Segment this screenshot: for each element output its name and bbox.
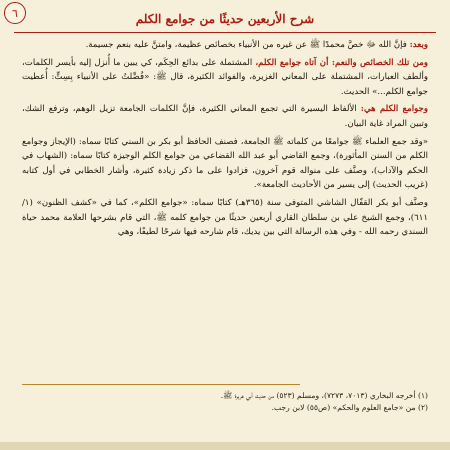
paragraph-text: الألفاظ اليسيرة التي تجمع المعاني الكثيرة، فإنَّ الكلمات الجامعة تزيل الوهم، وترفع الشك، وتبين المراد غاية البيان. [22, 104, 428, 129]
paragraph [22, 135, 428, 193]
paragraph-lead: ومن تلك الخصائص والنعم: أن آتاه جوامع الكلم، [255, 57, 429, 68]
body-text [22, 38, 428, 243]
header-rule [14, 32, 436, 33]
footnotes [22, 390, 428, 414]
running-title: شرح الأربعين حديثًا من جوامع الكلم [135, 12, 315, 26]
page-header [14, 6, 436, 32]
page-bottom-edge [0, 442, 450, 450]
paragraph-text: فإنَّ الله ﷻ خصَّ محمدًا ﷺ عن غيره من الأنبياء بخصائص عظيمة، وامتنَّ عليه بنعم جسيمة. [85, 40, 410, 50]
page-number: ٦ [4, 2, 26, 24]
paragraph [22, 56, 428, 100]
paragraph [22, 196, 428, 240]
paragraph-text: «وقد جمع العلماء ﷺ جوامعًا من كلماته ﷺ الجامعة، فصنف الحافظ أبو بكر بن السني كتابًا سماه: (الإيجاز وجوامع الكلم من السنن المأثورة)، وجمع القاضي أبو عبد الله القضاعي من جوامع الكلم الوجيزة كتابًا سماه: (الشهاب في الحكم والآداب)، وصنَّف على منواله قوم آخرون، فزادوا على ما ذكر زيادة كثيرة، وأشار الخطابي في أول كتابه (غريب الحديث) إلى يسير من الأحاديث الجامعة». [22, 136, 428, 191]
footnote: (٢) من «جامع العلوم والحكم» (ص٥٥) لابن رجب. [271, 403, 428, 412]
paragraph [22, 102, 428, 131]
paragraph-text: وصنَّف أبو بكر القفّال الشاشي المتوفى سنة (٣٦٥هـ) كتابًا سماه: «جوامع الكلم»، كما في «كشف الظنون» (١/ ٦١١)، وجمع الشيخ علي بن سلطان القاري أربعين حديثًا من جوامع كلمه ﷺ، التي قام بشرحها العلامة محمد حياة السندي رحمه الله - وفي هذه الرسالة التي بين يديك، قام شارحه فيها شرحًا لطيفًا، وهي [22, 197, 428, 238]
footnote: (١) أخرجه البخاري (٧٠١٣، ٧٢٧٣)، ومسلم (٥٢٣) من حديث أبي هريرة ﷺ. [220, 391, 428, 400]
paragraph-lead: وجوامع الكلم هي: [360, 104, 428, 115]
paragraph-lead: وبعد: [409, 40, 428, 50]
footnote-separator [22, 384, 300, 385]
paragraph-text: المشتملة على بدائع الحِكَم، كي يبين ما أُنزل إليه بأيسر الكلمات، وألطف العبارات، المشتملة على المعاني الغزيرة، والفوائد الكثيرة، قال ﷺ: «فُضِّلتُ على الأنبياء بِسِتٍّ: أُعطيت جوامع الكلم...» الحديث. [22, 57, 428, 97]
paragraph [22, 38, 428, 53]
